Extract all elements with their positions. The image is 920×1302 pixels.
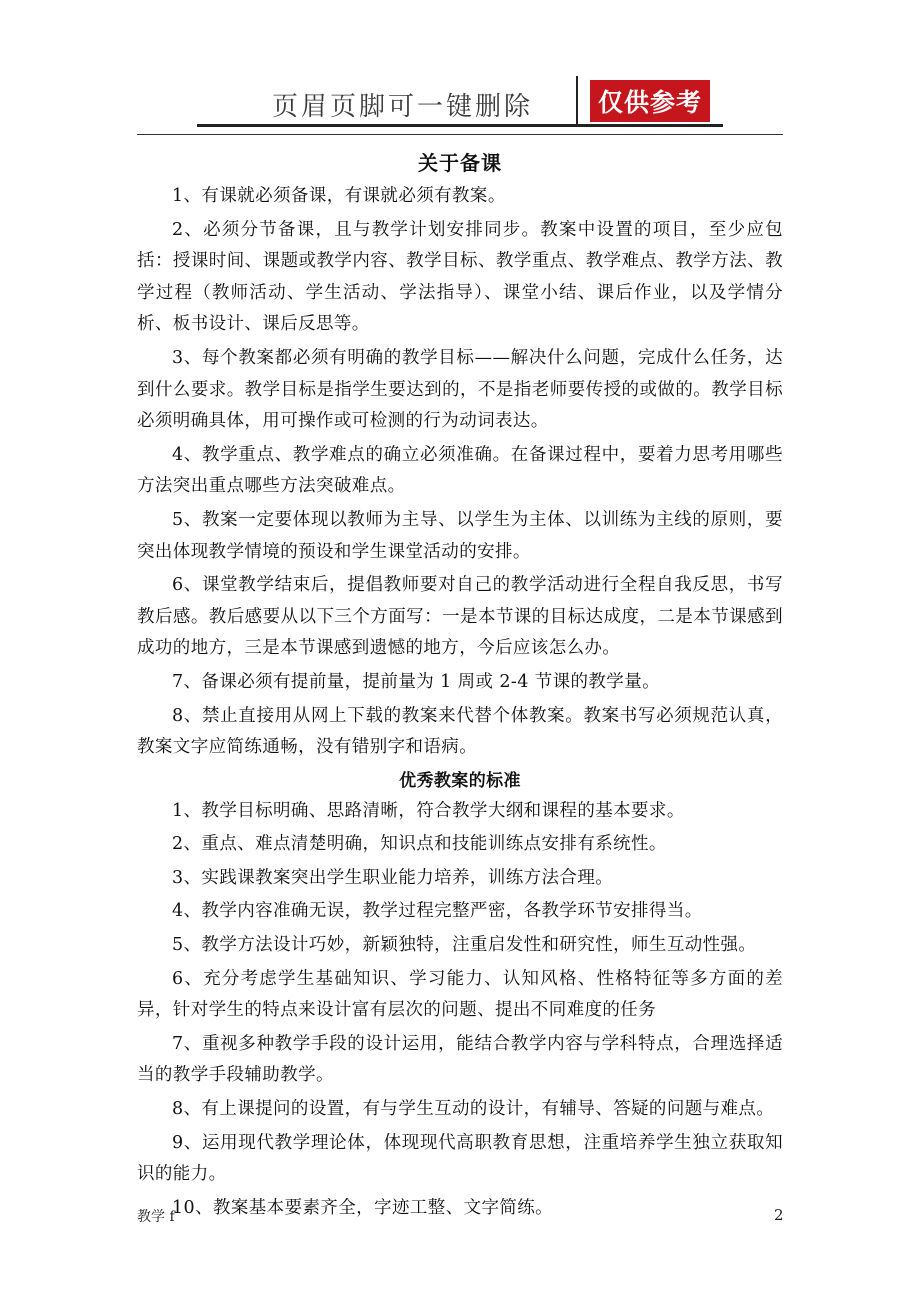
header-rule-thick	[197, 124, 723, 127]
criteria-paragraph: 3、实践课教案突出学生职业能力培养，训练方法合理。	[172, 867, 614, 888]
document-body	[137, 148, 783, 1226]
header-divider	[576, 76, 578, 124]
criteria-paragraph: 4、教学内容准确无误，教学过程完整严密，各教学环节安排得当。	[172, 901, 703, 922]
footer-label: 教学 f	[137, 1209, 175, 1225]
page-number: 2	[774, 1206, 784, 1224]
criteria-paragraph: 2、重点、难点清楚明确，知识点和技能训练点安排有系统性。	[172, 834, 667, 855]
rule-paragraph: 6、课堂教学结束后，提倡教师要对自己的教学活动进行全程自我反思，书写教后感。教后感要从以下三个方面写：一是本节课的目标达成度，二是本节课感到成功的地方，三是本节课感到遗憾的地方，今后应该怎么办。	[137, 575, 783, 659]
reference-stamp: 仅供参考	[590, 80, 710, 122]
rule-paragraph: 2、必须分节备课，且与教学计划安排同步。教案中设置的项目，至少应包括：授课时间、课题或教学内容、教学目标、教学重点、教学难点、教学方法、教学过程（教师活动、学生活动、学法指导）、课堂小结、课后作业，以及学情分析、板书设计、课后反思等。	[137, 219, 783, 335]
criteria-paragraph: 8、有上课提问的设置，有与学生互动的设计，有辅导、答疑的问题与难点。	[172, 1099, 775, 1120]
page-header	[0, 0, 920, 140]
section-subtitle: 优秀教案的标准	[399, 770, 521, 791]
criteria-paragraph: 5、教学方法设计巧妙，新颖独特，注重启发性和研究性，师生互动性强。	[172, 935, 757, 956]
rule-paragraph: 1、有课就必须备课，有课就必须有教案。	[172, 186, 506, 206]
criteria-paragraph: 9、运用现代教学理论体，体现现代高职教育思想，注重培养学生独立获取知识的能力。	[137, 1132, 783, 1185]
rule-paragraph: 7、备课必须有提前量，提前量为 1 周或 2-4 节课的教学量。	[172, 671, 660, 692]
criteria-paragraph: 1、教学目标明确、思路清晰，符合教学大纲和课程的基本要求。	[172, 800, 685, 821]
rule-paragraph: 5、教案一定要体现以教师为主导、以学生为主体、以训练为主线的原则，要突出体现教学情境的预设和学生课堂活动的安排。	[137, 509, 783, 562]
criteria-paragraph: 7、重视多种教学手段的设计运用，能结合教学内容与学科特点，合理选择适当的教学手段辅助教学。	[137, 1033, 783, 1086]
header-text: 页眉页脚可一键删除	[272, 92, 534, 122]
header-rule-thin	[137, 134, 783, 135]
document-title: 关于备课	[418, 151, 502, 175]
criteria-paragraph: 6、充分考虑学生基础知识、学习能力、认知风格、性格特征等多方面的差异，针对学生的特点来设计富有层次的问题、提出不同难度的任务	[137, 968, 783, 1021]
rule-paragraph: 8、禁止直接用从网上下载的教案来代替个体教案。教案书写必须规范认真，教案文字应简练通畅，没有错别字和语病。	[137, 705, 783, 758]
criteria-paragraph: 10、教案基本要素齐全，字迹工整、文字简练。	[172, 1197, 554, 1218]
rule-paragraph: 4、教学重点、教学难点的确立必须准确。在备课过程中，要着力思考用哪些方法突出重点哪些方法突破难点。	[137, 444, 783, 497]
excellent-plan-criteria	[137, 796, 783, 1225]
rule-paragraph: 3、每个教案都必须有明确的教学目标——解决什么问题，完成什么任务，达到什么要求。教学目标是指学生要达到的，不是指老师要传授的或做的。教学目标必须明确具体，用可操作或可检测的行为动词表达。	[137, 347, 783, 432]
lesson-prep-rules	[137, 181, 783, 764]
